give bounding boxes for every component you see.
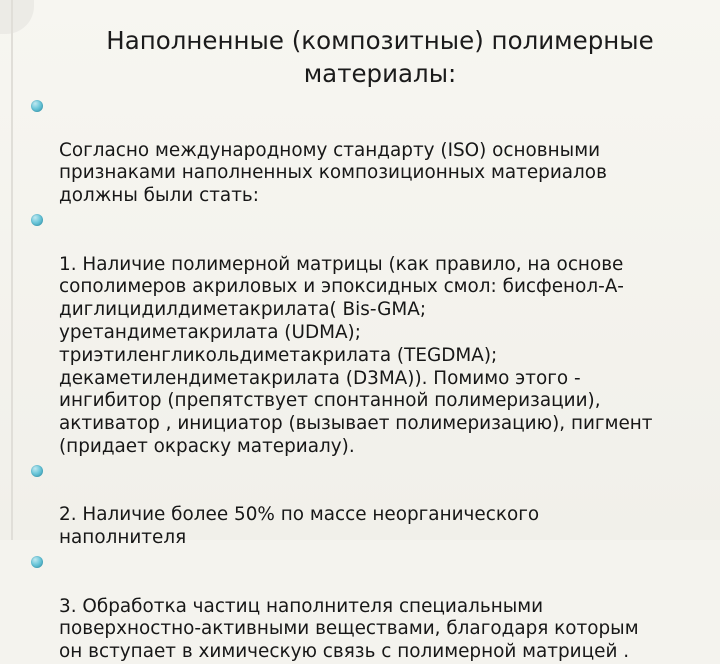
bullet-item (31, 208, 713, 459)
bullet-icon (31, 100, 43, 112)
bullet-text: 1. Наличие полимерной матрицы (как правило, на основе сополимеров акриловых и эпоксидных смол: бисфенол-А- диглицидилдиметакрилата( Bis-GMA; уретандиметакрилата (UDMA); триэтиленгликольдиметакрилата (TEGDMA); декаметилендиметакрилата (D3MA)). Помимо этого - ингибитор (препятствует спонтанной полимеризации), активатор , инициатор (вызывает полимеризацию), пигмент (придает окраску материалу). (59, 253, 653, 457)
bullet-icon (31, 465, 43, 477)
bullet-text: Согласно международному стандарту (ISO) основными признаками наполненных композиционных материалов должны были стать: (59, 139, 607, 207)
bullet-item (31, 459, 713, 550)
decorative-left-rule (11, 0, 13, 540)
bullet-item (31, 94, 713, 208)
bullet-text: 2. Наличие более 50% по массе неорганического наполнителя (59, 504, 540, 549)
bullet-item (31, 550, 713, 664)
bullet-text: 3. Обработка частиц наполнителя специальными поверхностно-активными веществами, благодаря которым он вступает в химическую связь с полимерной матрицей . (59, 595, 639, 663)
bullet-icon (31, 556, 43, 568)
bullet-icon (31, 214, 43, 226)
bullet-list (31, 94, 713, 664)
slide-title: Наполненные (композитные) полимерные материалы: (106, 26, 654, 88)
